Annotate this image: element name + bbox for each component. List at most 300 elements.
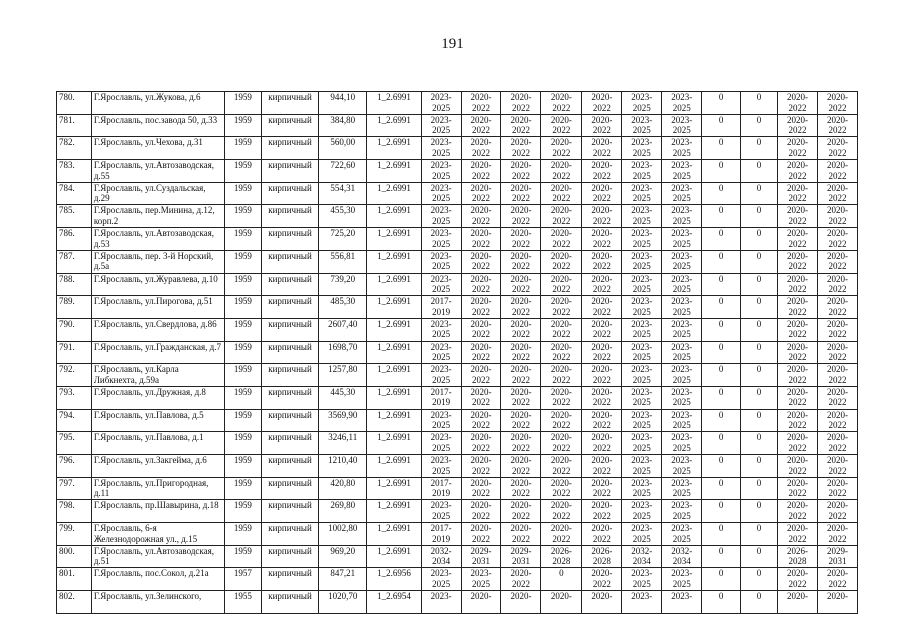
cell-period-basement: 2020-2022 (541, 182, 582, 205)
cell-period-elevator: 2023-2025 (622, 500, 662, 523)
cell-row-number: 786. (57, 228, 92, 251)
cell-address: Г.Ярославль, ул.Чехова, д.31 (91, 137, 224, 160)
cell-period-facade: 2020-2022 (461, 296, 501, 319)
cell-period-heating: 2020-2022 (777, 341, 817, 364)
cell-period-facade: 2020-2022 (461, 341, 501, 364)
cell-row-number: 788. (57, 273, 92, 296)
cell-code: 1_2.6991 (367, 523, 421, 546)
cell-period-other: 2023-2025 (662, 409, 702, 432)
cell-area: 556,81 (319, 250, 367, 273)
cell-period-foundation: 2020-2022 (501, 114, 541, 137)
cell-code: 1_2.6991 (367, 386, 421, 409)
cell-period-facade: 2020-2022 (461, 318, 501, 341)
cell-period-foundation: 2020-2022 (501, 477, 541, 500)
cell-period-heating: 2020-2022 (777, 296, 817, 319)
cell-period-other: 2023-2025 (662, 318, 702, 341)
cell-period-engineering: 2020-2022 (582, 455, 622, 478)
cell-period-basement: 2020-2022 (541, 386, 582, 409)
cell-address: Г.Ярославль, ул.Павлова, д.1 (91, 432, 224, 455)
cell-period-engineering: 2020-2022 (582, 160, 622, 183)
cell-period-basement: 2020-2022 (541, 92, 582, 115)
cell-row-number: 796. (57, 455, 92, 478)
cell-period-foundation: 2020-2022 (501, 273, 541, 296)
cell-wall-material: кирпичный (261, 182, 318, 205)
cell-period-engineering: 2020-2022 (582, 296, 622, 319)
cell-period-heating: 2020-2022 (777, 114, 817, 137)
cell-period-engineering: 2020-2022 (582, 228, 622, 251)
cell-address: Г.Ярославль, ул.Гражданская, д.7 (91, 341, 224, 364)
cell-period-facade: 2020- (461, 591, 501, 614)
cell-period-roof: 2023-2025 (421, 92, 461, 115)
cell-address: Г.Ярославль, ул.Зелинского, (91, 591, 224, 614)
table-row (57, 455, 858, 478)
cell-address: Г.Ярославль, пос.Сокол, д.21а (91, 568, 224, 591)
cell-period-water: 2020-2022 (817, 364, 857, 387)
cell-period-roof: 2023-2025 (421, 500, 461, 523)
cell-address: Г.Ярославль, ул.Карла Либкнехта, д.59а (91, 364, 224, 387)
cell-period-elevator: 2023-2025 (622, 92, 662, 115)
cell-row-number: 790. (57, 318, 92, 341)
cell-count-a: 0 (702, 182, 741, 205)
cell-wall-material: кирпичный (261, 205, 318, 228)
cell-period-basement: 2020-2022 (541, 273, 582, 296)
cell-period-heating: 2020-2022 (777, 432, 817, 455)
table-body (57, 92, 858, 614)
cell-period-engineering: 2020-2022 (582, 114, 622, 137)
cell-period-foundation: 2020-2022 (501, 250, 541, 273)
table-row (57, 250, 858, 273)
table-row (57, 92, 858, 115)
cell-period-basement: 2020-2022 (541, 114, 582, 137)
cell-period-foundation: 2020-2022 (501, 523, 541, 546)
cell-count-b: 0 (741, 477, 778, 500)
cell-period-engineering: 2020-2022 (582, 568, 622, 591)
cell-period-roof: 2023-2025 (421, 409, 461, 432)
cell-year-built: 1959 (224, 455, 261, 478)
cell-period-roof: 2023-2025 (421, 182, 461, 205)
cell-period-engineering: 2020-2022 (582, 318, 622, 341)
cell-code: 1_2.6956 (367, 568, 421, 591)
cell-count-b: 0 (741, 137, 778, 160)
cell-period-elevator: 2023-2025 (622, 341, 662, 364)
table-row (57, 228, 858, 251)
cell-count-b: 0 (741, 432, 778, 455)
cell-period-heating: 2020-2022 (777, 500, 817, 523)
cell-count-a: 0 (702, 568, 741, 591)
cell-count-a: 0 (702, 137, 741, 160)
cell-count-b: 0 (741, 273, 778, 296)
cell-count-b: 0 (741, 591, 778, 614)
cell-row-number: 781. (57, 114, 92, 137)
cell-wall-material: кирпичный (261, 137, 318, 160)
cell-period-other: 2023-2025 (662, 114, 702, 137)
cell-period-elevator: 2023-2025 (622, 386, 662, 409)
cell-code: 1_2.6991 (367, 341, 421, 364)
cell-period-roof: 2017-2019 (421, 477, 461, 500)
cell-wall-material: кирпичный (261, 114, 318, 137)
cell-count-b: 0 (741, 114, 778, 137)
cell-count-a: 0 (702, 341, 741, 364)
cell-address: Г.Ярославль, ул.Суздальская, д.29 (91, 182, 224, 205)
cell-year-built: 1959 (224, 318, 261, 341)
cell-period-water: 2020-2022 (817, 182, 857, 205)
cell-period-heating: 2020- (777, 591, 817, 614)
cell-period-water: 2020-2022 (817, 114, 857, 137)
cell-count-b: 0 (741, 455, 778, 478)
cell-period-engineering: 2020-2022 (582, 341, 622, 364)
cell-period-basement: 2020-2022 (541, 318, 582, 341)
cell-period-foundation: 2020-2022 (501, 92, 541, 115)
cell-period-foundation: 2020-2022 (501, 205, 541, 228)
cell-period-water: 2020-2022 (817, 250, 857, 273)
cell-period-engineering: 2020-2022 (582, 477, 622, 500)
cell-row-number: 782. (57, 137, 92, 160)
cell-year-built: 1959 (224, 250, 261, 273)
cell-period-basement: 2020-2022 (541, 205, 582, 228)
cell-row-number: 789. (57, 296, 92, 319)
cell-period-foundation: 2029-2031 (501, 545, 541, 568)
cell-period-heating: 2020-2022 (777, 182, 817, 205)
cell-period-water: 2020-2022 (817, 137, 857, 160)
cell-period-heating: 2020-2022 (777, 137, 817, 160)
cell-year-built: 1955 (224, 591, 261, 614)
cell-period-engineering: 2026-2028 (582, 545, 622, 568)
cell-period-heating: 2020-2022 (777, 160, 817, 183)
cell-period-heating: 2020-2022 (777, 228, 817, 251)
table-row (57, 160, 858, 183)
cell-year-built: 1959 (224, 137, 261, 160)
cell-period-roof: 2023-2025 (421, 205, 461, 228)
table-row (57, 409, 858, 432)
cell-wall-material: кирпичный (261, 591, 318, 614)
cell-period-facade: 2029-2031 (461, 545, 501, 568)
cell-area: 560,00 (319, 137, 367, 160)
cell-period-foundation: 2020-2022 (501, 137, 541, 160)
cell-code: 1_2.6991 (367, 137, 421, 160)
cell-count-b: 0 (741, 296, 778, 319)
cell-wall-material: кирпичный (261, 160, 318, 183)
cell-area: 739,20 (319, 273, 367, 296)
table-row (57, 364, 858, 387)
cell-count-b: 0 (741, 205, 778, 228)
cell-count-a: 0 (702, 92, 741, 115)
cell-year-built: 1959 (224, 545, 261, 568)
cell-row-number: 792. (57, 364, 92, 387)
cell-period-foundation: 2020-2022 (501, 568, 541, 591)
cell-period-facade: 2020-2022 (461, 250, 501, 273)
cell-code: 1_2.6991 (367, 500, 421, 523)
cell-period-facade: 2020-2022 (461, 137, 501, 160)
cell-period-facade: 2020-2022 (461, 160, 501, 183)
cell-count-b: 0 (741, 523, 778, 546)
cell-wall-material: кирпичный (261, 477, 318, 500)
cell-period-elevator: 2023-2025 (622, 160, 662, 183)
cell-period-foundation: 2020-2022 (501, 318, 541, 341)
cell-period-roof: 2023-2025 (421, 318, 461, 341)
cell-period-elevator: 2023-2025 (622, 318, 662, 341)
cell-address: Г.Ярославль, ул.Журавлева, д.10 (91, 273, 224, 296)
cell-period-other: 2032-2034 (662, 545, 702, 568)
cell-period-roof: 2023-2025 (421, 364, 461, 387)
cell-period-engineering: 2020-2022 (582, 182, 622, 205)
cell-count-a: 0 (702, 160, 741, 183)
table-row (57, 568, 858, 591)
cell-code: 1_2.6991 (367, 477, 421, 500)
cell-period-water: 2020-2022 (817, 386, 857, 409)
cell-period-roof: 2032-2034 (421, 545, 461, 568)
cell-wall-material: кирпичный (261, 432, 318, 455)
cell-count-b: 0 (741, 545, 778, 568)
cell-row-number: 793. (57, 386, 92, 409)
cell-area: 269,80 (319, 500, 367, 523)
cell-period-heating: 2020-2022 (777, 318, 817, 341)
table-row (57, 137, 858, 160)
cell-wall-material: кирпичный (261, 318, 318, 341)
cell-period-facade: 2020-2022 (461, 205, 501, 228)
cell-period-heating: 2020-2022 (777, 568, 817, 591)
cell-count-a: 0 (702, 114, 741, 137)
cell-period-foundation: 2020-2022 (501, 296, 541, 319)
cell-row-number: 802. (57, 591, 92, 614)
cell-count-a: 0 (702, 386, 741, 409)
cell-count-a: 0 (702, 296, 741, 319)
cell-period-basement: 0 (541, 568, 582, 591)
cell-period-foundation: 2020-2022 (501, 182, 541, 205)
cell-period-basement: 2020-2022 (541, 477, 582, 500)
cell-period-facade: 2020-2022 (461, 500, 501, 523)
cell-address: Г.Ярославль, ул.Свердлова, д.86 (91, 318, 224, 341)
cell-period-water: 2020-2022 (817, 92, 857, 115)
housing-register-table (56, 91, 858, 614)
cell-period-roof: 2023-2025 (421, 114, 461, 137)
cell-period-heating: 2020-2022 (777, 364, 817, 387)
cell-period-elevator: 2023-2025 (622, 455, 662, 478)
table-row (57, 318, 858, 341)
cell-row-number: 797. (57, 477, 92, 500)
cell-row-number: 798. (57, 500, 92, 523)
cell-period-basement: 2020-2022 (541, 137, 582, 160)
cell-wall-material: кирпичный (261, 296, 318, 319)
cell-area: 384,80 (319, 114, 367, 137)
cell-address: Г.Ярославль, 6-я Железнодорожная ул., д.15 (91, 523, 224, 546)
cell-wall-material: кирпичный (261, 273, 318, 296)
table-row (57, 114, 858, 137)
cell-period-engineering: 2020-2022 (582, 500, 622, 523)
cell-wall-material: кирпичный (261, 92, 318, 115)
cell-row-number: 783. (57, 160, 92, 183)
cell-period-water: 2020-2022 (817, 273, 857, 296)
cell-period-heating: 2020-2022 (777, 477, 817, 500)
cell-period-basement: 2020-2022 (541, 432, 582, 455)
cell-period-engineering: 2020-2022 (582, 205, 622, 228)
cell-period-water: 2020-2022 (817, 228, 857, 251)
cell-row-number: 794. (57, 409, 92, 432)
cell-period-heating: 2020-2022 (777, 92, 817, 115)
cell-period-water: 2020-2022 (817, 523, 857, 546)
cell-period-water: 2020-2022 (817, 341, 857, 364)
cell-period-water: 2020-2022 (817, 296, 857, 319)
cell-wall-material: кирпичный (261, 568, 318, 591)
cell-area: 1002,80 (319, 523, 367, 546)
cell-address: Г.Ярославль, пр.Шавырина, д.18 (91, 500, 224, 523)
cell-period-heating: 2026-2028 (777, 545, 817, 568)
cell-period-basement: 2020-2022 (541, 409, 582, 432)
page-number: 191 (441, 36, 464, 52)
cell-code: 1_2.6991 (367, 205, 421, 228)
cell-code: 1_2.6954 (367, 591, 421, 614)
cell-row-number: 801. (57, 568, 92, 591)
cell-period-foundation: 2020-2022 (501, 160, 541, 183)
cell-period-other: 2023-2025 (662, 182, 702, 205)
cell-area: 554,31 (319, 182, 367, 205)
cell-count-b: 0 (741, 500, 778, 523)
cell-period-facade: 2020-2022 (461, 409, 501, 432)
cell-period-roof: 2017-2019 (421, 386, 461, 409)
cell-year-built: 1959 (224, 523, 261, 546)
cell-period-water: 2020-2022 (817, 205, 857, 228)
cell-period-water: 2020-2022 (817, 318, 857, 341)
cell-period-engineering: 2020-2022 (582, 386, 622, 409)
cell-period-other: 2023-2025 (662, 500, 702, 523)
cell-period-water: 2020-2022 (817, 160, 857, 183)
cell-count-b: 0 (741, 318, 778, 341)
cell-period-engineering: 2020-2022 (582, 364, 622, 387)
cell-period-other: 2023-2025 (662, 386, 702, 409)
table-row (57, 500, 858, 523)
cell-code: 1_2.6991 (367, 160, 421, 183)
cell-address: Г.Ярославль, ул.Павлова, д.5 (91, 409, 224, 432)
cell-count-a: 0 (702, 523, 741, 546)
cell-period-elevator: 2023-2025 (622, 432, 662, 455)
cell-period-elevator: 2023-2025 (622, 250, 662, 273)
cell-area: 3569,90 (319, 409, 367, 432)
cell-row-number: 787. (57, 250, 92, 273)
cell-period-engineering: 2020-2022 (582, 273, 622, 296)
cell-period-other: 2023-2025 (662, 250, 702, 273)
cell-count-b: 0 (741, 92, 778, 115)
cell-period-engineering: 2020-2022 (582, 432, 622, 455)
cell-period-foundation: 2020-2022 (501, 228, 541, 251)
cell-period-heating: 2020-2022 (777, 523, 817, 546)
cell-period-roof: 2023-2025 (421, 137, 461, 160)
cell-period-roof: 2023-2025 (421, 568, 461, 591)
cell-period-heating: 2020-2022 (777, 273, 817, 296)
cell-area: 1698,70 (319, 341, 367, 364)
cell-address: Г.Ярославль, ул.Дружная, д.8 (91, 386, 224, 409)
cell-period-elevator: 2023-2025 (622, 568, 662, 591)
cell-count-a: 0 (702, 545, 741, 568)
cell-period-engineering: 2020-2022 (582, 92, 622, 115)
cell-code: 1_2.6991 (367, 273, 421, 296)
cell-period-other: 2023-2025 (662, 296, 702, 319)
cell-period-foundation: 2020-2022 (501, 364, 541, 387)
cell-count-a: 0 (702, 364, 741, 387)
cell-wall-material: кирпичный (261, 250, 318, 273)
cell-area: 1020,70 (319, 591, 367, 614)
cell-period-water: 2020-2022 (817, 568, 857, 591)
cell-area: 1210,40 (319, 455, 367, 478)
cell-period-other: 2023-2025 (662, 228, 702, 251)
cell-count-b: 0 (741, 228, 778, 251)
cell-row-number: 799. (57, 523, 92, 546)
cell-count-a: 0 (702, 455, 741, 478)
cell-count-b: 0 (741, 409, 778, 432)
cell-address: Г.Ярославль, ул.Жукова, д.6 (91, 92, 224, 115)
cell-code: 1_2.6991 (367, 250, 421, 273)
cell-period-other: 2023-2025 (662, 523, 702, 546)
cell-wall-material: кирпичный (261, 364, 318, 387)
cell-period-water: 2020-2022 (817, 409, 857, 432)
cell-period-roof: 2017-2019 (421, 296, 461, 319)
cell-count-a: 0 (702, 500, 741, 523)
table-row (57, 205, 858, 228)
cell-count-b: 0 (741, 250, 778, 273)
cell-code: 1_2.6991 (367, 296, 421, 319)
cell-year-built: 1959 (224, 386, 261, 409)
cell-period-facade: 2020-2022 (461, 182, 501, 205)
cell-year-built: 1959 (224, 160, 261, 183)
cell-period-basement: 2026-2028 (541, 545, 582, 568)
cell-address: Г.Ярославль, ул.Пригородная, д.11 (91, 477, 224, 500)
cell-wall-material: кирпичный (261, 500, 318, 523)
cell-period-other: 2023-2025 (662, 432, 702, 455)
cell-area: 2607,40 (319, 318, 367, 341)
cell-count-b: 0 (741, 341, 778, 364)
cell-wall-material: кирпичный (261, 228, 318, 251)
cell-code: 1_2.6991 (367, 409, 421, 432)
cell-code: 1_2.6991 (367, 114, 421, 137)
cell-wall-material: кирпичный (261, 523, 318, 546)
cell-period-roof: 2023-2025 (421, 432, 461, 455)
cell-period-elevator: 2023-2025 (622, 523, 662, 546)
cell-year-built: 1959 (224, 409, 261, 432)
cell-area: 847,21 (319, 568, 367, 591)
cell-period-basement: 2020-2022 (541, 523, 582, 546)
cell-year-built: 1959 (224, 500, 261, 523)
cell-period-foundation: 2020-2022 (501, 386, 541, 409)
table-row (57, 182, 858, 205)
cell-period-elevator: 2023-2025 (622, 409, 662, 432)
cell-period-water: 2020- (817, 591, 857, 614)
cell-period-engineering: 2020-2022 (582, 250, 622, 273)
cell-period-engineering: 2020-2022 (582, 137, 622, 160)
cell-count-b: 0 (741, 160, 778, 183)
cell-period-water: 2020-2022 (817, 432, 857, 455)
cell-period-foundation: 2020-2022 (501, 432, 541, 455)
cell-period-elevator: 2032-2034 (622, 545, 662, 568)
cell-year-built: 1959 (224, 205, 261, 228)
cell-period-elevator: 2023-2025 (622, 296, 662, 319)
cell-count-a: 0 (702, 591, 741, 614)
cell-period-roof: 2017-2019 (421, 523, 461, 546)
cell-period-roof: 2023-2025 (421, 228, 461, 251)
cell-code: 1_2.6991 (367, 432, 421, 455)
cell-area: 969,20 (319, 545, 367, 568)
cell-period-facade: 2020-2022 (461, 386, 501, 409)
cell-count-a: 0 (702, 409, 741, 432)
cell-area: 485,30 (319, 296, 367, 319)
cell-code: 1_2.6991 (367, 545, 421, 568)
cell-period-facade: 2020-2022 (461, 523, 501, 546)
cell-period-roof: 2023- (421, 591, 461, 614)
cell-period-water: 2020-2022 (817, 477, 857, 500)
cell-period-engineering: 2020- (582, 591, 622, 614)
cell-period-other: 2023-2025 (662, 477, 702, 500)
cell-area: 455,30 (319, 205, 367, 228)
cell-period-facade: 2023-2025 (461, 568, 501, 591)
cell-period-other: 2023-2025 (662, 137, 702, 160)
cell-period-facade: 2020-2022 (461, 455, 501, 478)
